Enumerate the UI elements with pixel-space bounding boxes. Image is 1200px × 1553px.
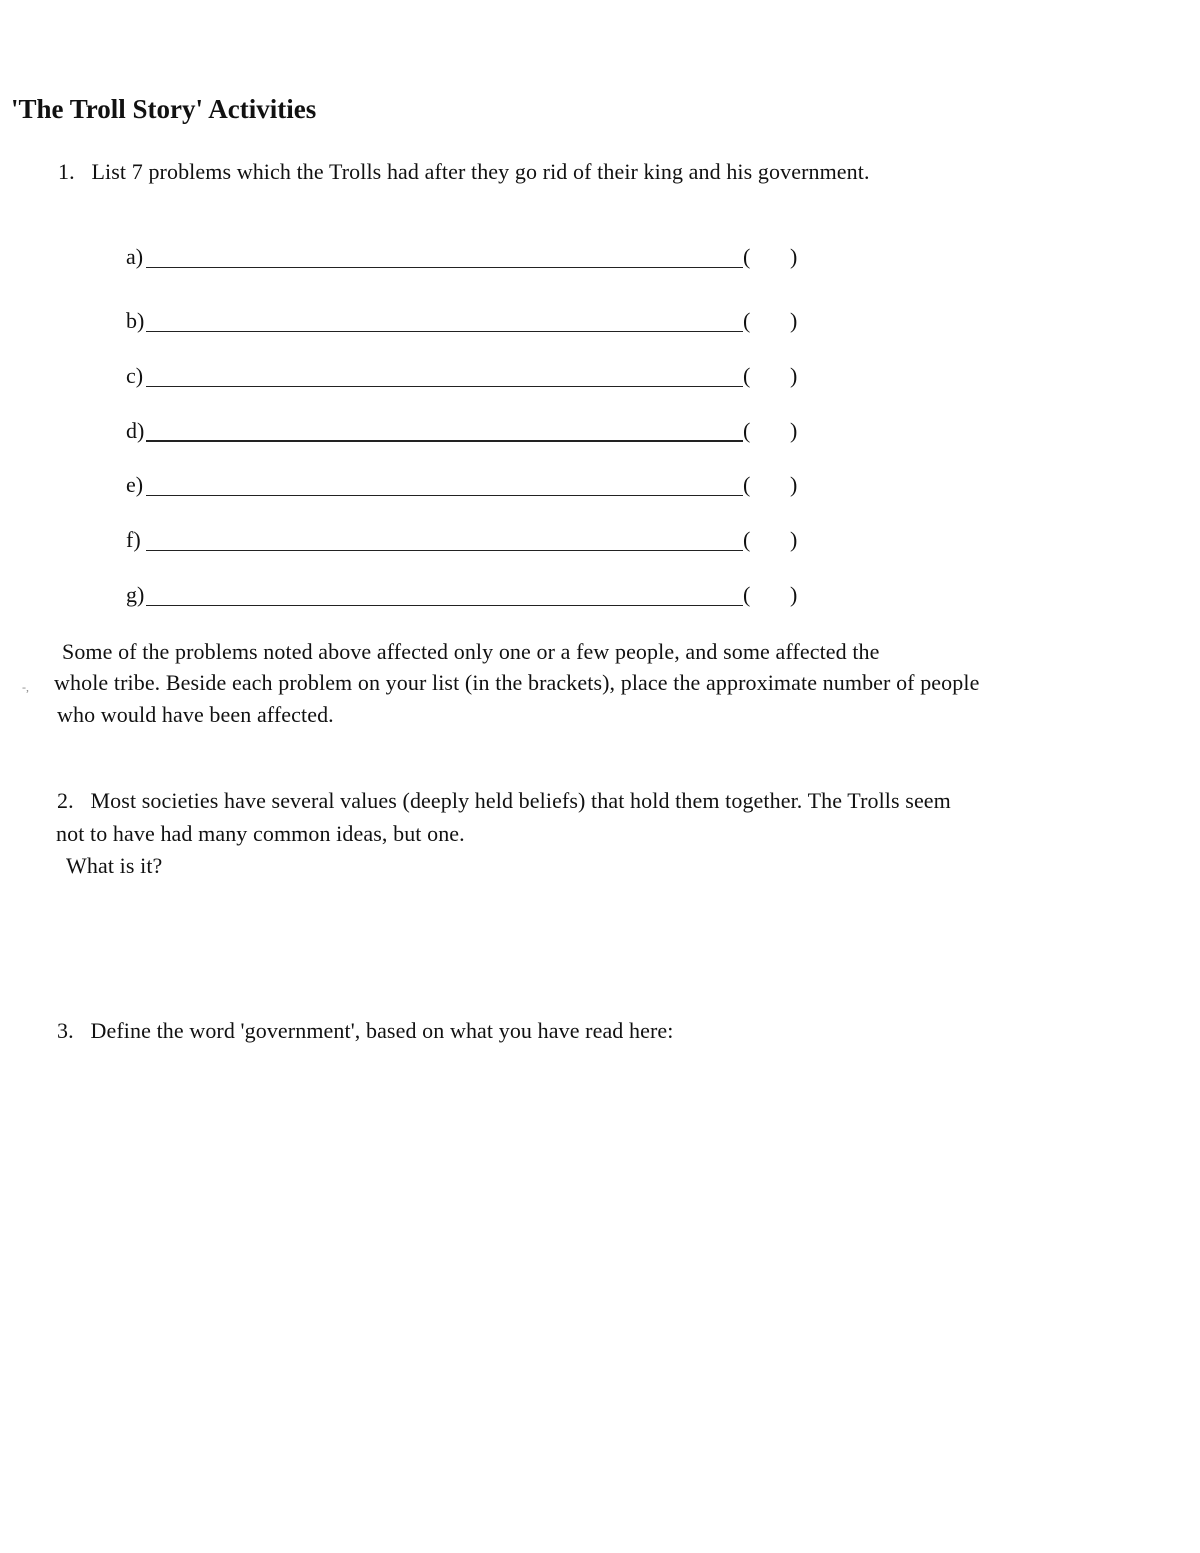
answer-row-f — [126, 525, 806, 555]
bracket-close: ) — [790, 527, 798, 552]
answer-blank-line[interactable] — [146, 331, 743, 332]
question-2-line-3: What is it? — [66, 853, 163, 878]
question-3 — [57, 1018, 673, 1044]
question-1 — [58, 159, 870, 185]
answer-letter: b) — [126, 308, 145, 333]
question-2-number: 2. — [57, 788, 74, 813]
answer-letter: e) — [126, 472, 144, 497]
bracket-open: ( — [743, 472, 751, 497]
answer-letter: a) — [126, 244, 144, 269]
question-2-line-2: not to have had many common ideas, but one. — [56, 821, 465, 846]
bracket-open: ( — [743, 244, 751, 269]
answer-blank-line[interactable] — [146, 440, 743, 442]
question-2-line-1 — [57, 788, 951, 814]
answer-letter: g) — [126, 582, 145, 607]
bracket-close: ) — [790, 363, 798, 388]
bracket-close: ) — [790, 308, 798, 333]
answer-blank-line[interactable] — [146, 267, 743, 268]
instructions-line-3: who would have been affected. — [57, 702, 334, 727]
margin-mark: -, — [22, 680, 29, 694]
instructions-line-2: whole tribe. Beside each problem on your list (in the brackets), place the approximate number of people — [54, 670, 980, 695]
bracket-open: ( — [743, 527, 751, 552]
question-2-text: Most societies have several values (deeply held beliefs) that hold them together. The Trolls seem — [90, 788, 951, 813]
answer-blank-line[interactable] — [146, 495, 743, 496]
bracket-open: ( — [743, 363, 751, 388]
answer-letter: c) — [126, 363, 144, 388]
question-1-text: List 7 problems which the Trolls had after they go rid of their king and his government. — [91, 159, 870, 184]
bracket-close: ) — [790, 418, 798, 443]
bracket-open: ( — [743, 308, 751, 333]
bracket-close: ) — [790, 582, 798, 607]
question-3-number: 3. — [57, 1018, 74, 1043]
bracket-close: ) — [790, 244, 798, 269]
answer-blank-line[interactable] — [146, 605, 743, 606]
answer-blank-line[interactable] — [146, 386, 743, 387]
answer-blank-line[interactable] — [146, 550, 743, 551]
answer-row-a — [126, 242, 806, 272]
bracket-open: ( — [743, 418, 751, 443]
bracket-open: ( — [743, 582, 751, 607]
bracket-close: ) — [790, 472, 798, 497]
instructions-line-1: Some of the problems noted above affected only one or a few people, and some affected the — [62, 639, 880, 664]
answer-row-e — [126, 470, 806, 500]
answer-row-b — [126, 306, 806, 336]
answer-row-d — [126, 416, 806, 446]
question-1-number: 1. — [58, 159, 75, 184]
answer-letter: d) — [126, 418, 145, 443]
answer-row-g — [126, 580, 806, 610]
answer-letter: f) — [126, 527, 141, 552]
answer-row-c — [126, 361, 806, 391]
page-title: 'The Troll Story' Activities — [11, 94, 317, 124]
question-3-text: Define the word 'government', based on what you have read here: — [90, 1018, 674, 1043]
